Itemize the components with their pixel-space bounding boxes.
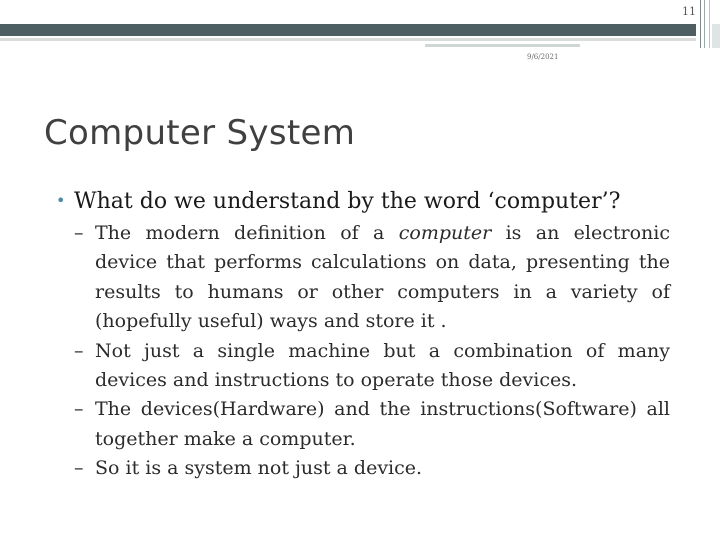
sub-bullet-item (74, 395, 670, 454)
header-bar (0, 24, 696, 36)
sub-bullet-text: So it is a system not just a device. (95, 457, 423, 480)
dash-icon: – (74, 398, 84, 421)
sub-bullet-item (74, 219, 670, 337)
dash-icon: – (74, 222, 84, 244)
decorative-block (712, 24, 720, 48)
sub-bullet-text: is an electronic device that performs calculations on data, presenting the results to humans or other computers in a variety of (hopefully useful) ways and store it . (95, 222, 670, 333)
sub-bullet-item (74, 454, 670, 483)
dash-icon: – (74, 339, 84, 362)
emphasis-text: computer (398, 222, 492, 244)
decorative-line (700, 0, 701, 48)
slide-title: Computer System (44, 113, 356, 153)
dash-icon: – (74, 457, 84, 480)
page-number: 11 (682, 5, 696, 18)
main-bullet (56, 186, 696, 217)
header-accent-line (0, 38, 696, 41)
slide-date: 9/6/2021 (527, 53, 559, 61)
decorative-line (709, 0, 710, 48)
sub-bullet-list (74, 219, 670, 484)
sub-bullet-text: The modern definition of a (95, 222, 399, 244)
main-bullet-text: What do we understand by the word ‘computer’? (74, 189, 621, 214)
sub-bullet-text: Not just a single machine but a combination of many devices and instructions to operate those devices. (95, 339, 670, 392)
sub-bullet-item (74, 337, 670, 396)
decorative-line (704, 0, 705, 48)
sub-bullet-text: The devices(Hardware) and the instructions(Software) all together make a computer. (95, 398, 670, 450)
bullet-icon: • (56, 191, 66, 210)
header-accent-segment (425, 44, 580, 47)
